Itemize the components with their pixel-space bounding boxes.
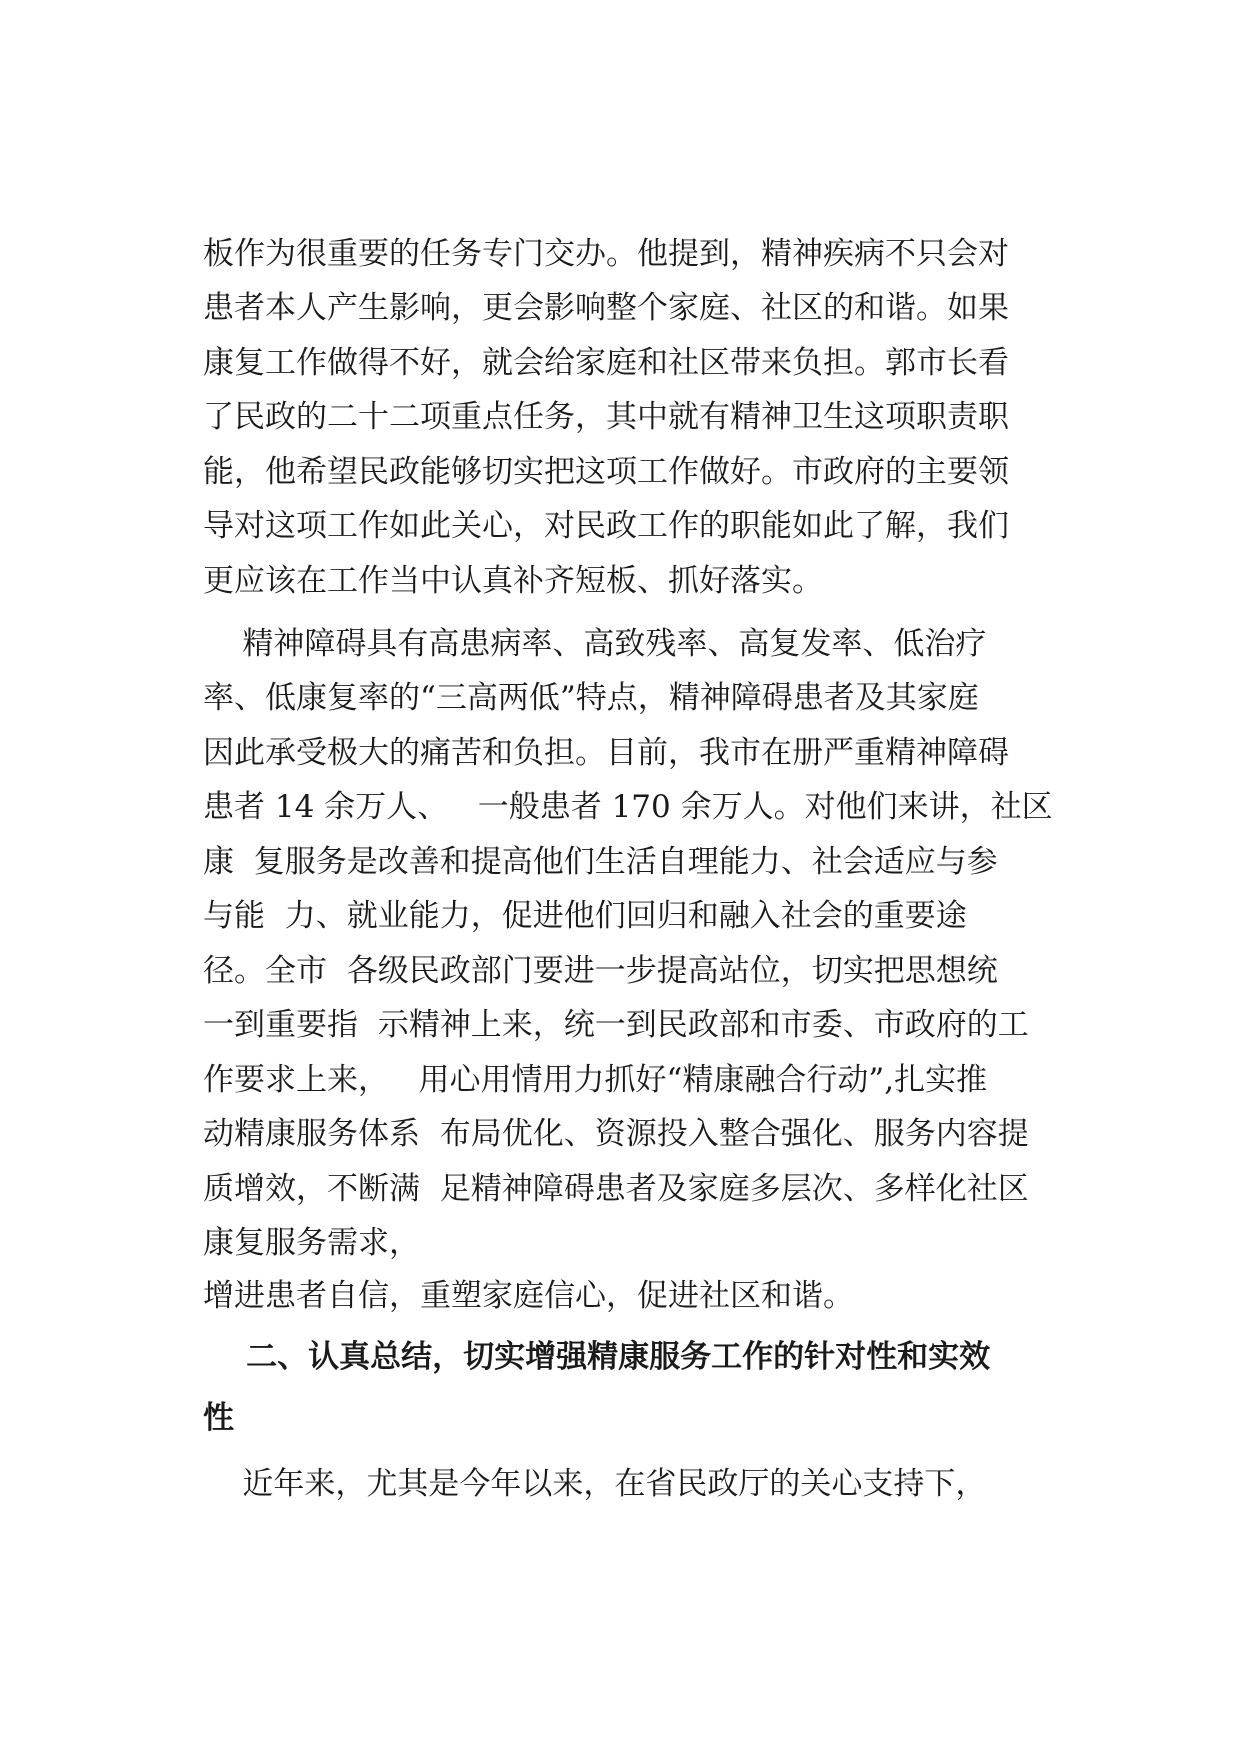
paragraph-2-line-3: 因此承受极大的痛苦和负担。目前，我市在册严重精神障碍: [203, 735, 1009, 771]
paragraph-3-line-1: 近年来，尤其是今年以来，在省民政厅的关心支持下，: [203, 1466, 987, 1502]
paragraph-2-line-1: 精神障碍具有高患病率、高致残率、高复发率、低治疗: [203, 626, 987, 662]
paragraph-1-line-7: 更应该在工作当中认真补齐短板、抓好落实。: [203, 563, 823, 599]
paragraph-1-line-2: 患者本人产生影响，更会影响整个家庭、社区的和谐。如果: [203, 290, 1009, 326]
paragraph-1-line-3: 康复工作做得不好，就会给家庭和社区带来负担。郭市长看: [203, 345, 1009, 381]
paragraph-2-line-11: 质增效，不断满 足精神障碍患者及家庭多层次、多样化社区: [203, 1171, 1029, 1207]
paragraph-1-line-4: 了民政的二十二项重点任务，其中就有精神卫生这项职责职: [203, 399, 1009, 435]
paragraph-2-line-2: 率、低康复率的“三高两低”特点，精神障碍患者及其家庭: [203, 680, 979, 716]
paragraph-1-line-6: 导对这项工作如此关心，对民政工作的职能如此了解，我们: [203, 508, 1009, 544]
paragraph-2-line-7: 径。全市 各级民政部门要进一步提高站位，切实把思想统: [203, 953, 998, 989]
paragraph-2-line-4: 患者 14 余万人、 一般患者 170 余万人。对他们来讲，社区: [203, 789, 1053, 825]
paragraph-2-line-9: 作要求上来， 用心用情用力抓好“精康融合行动”,扎实推: [203, 1062, 988, 1098]
paragraph-2-line-12: 康复服务需求，: [203, 1225, 420, 1261]
paragraph-2-line-10: 动精康服务体系 布局优化、资源投入整合强化、服务内容提: [203, 1116, 1029, 1152]
section-heading-line-2: 性: [203, 1400, 234, 1436]
paragraph-1-line-1: 板作为很重要的任务专门交办。他提到，精神疾病不只会对: [203, 236, 1009, 272]
paragraph-2-line-6: 与能 力、就业能力，促进他们回归和融入社会的重要途: [203, 898, 967, 934]
paragraph-2-line-13: 增进患者自信，重塑家庭信心，促进社区和谐。: [203, 1278, 854, 1314]
section-heading-line-1: 二、认真总结，切实增强精康服务工作的针对性和实效: [203, 1339, 991, 1375]
paragraph-2-line-5: 康 复服务是改善和提高他们生活自理能力、社会适应与参: [203, 844, 998, 880]
paragraph-2-line-8: 一到重要指 示精神上来，统一到民政部和市委、市政府的工: [203, 1007, 1029, 1043]
paragraph-1-line-5: 能，他希望民政能够切实把这项工作做好。市政府的主要领: [203, 454, 1009, 490]
